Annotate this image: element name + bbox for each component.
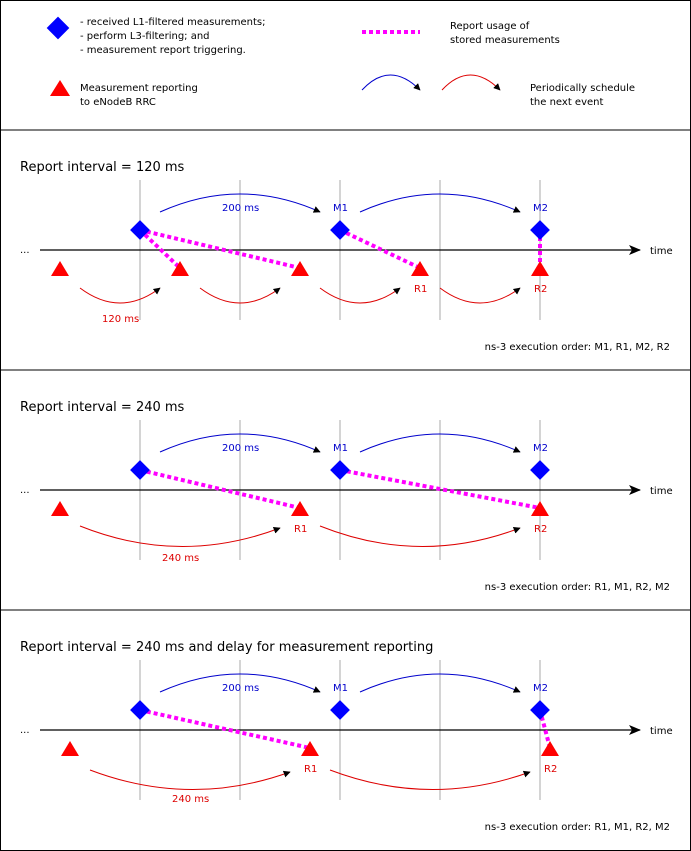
report-triangle [291, 261, 309, 276]
m1-label: M1 [333, 683, 348, 694]
report-triangle-r1 [291, 501, 309, 516]
time-axis-label: time [650, 726, 673, 737]
legend-report-line-1: Measurement reporting [80, 83, 198, 94]
red-interval-label: 120 ms [102, 314, 140, 325]
blue-schedule-arrow-icon [362, 75, 420, 90]
report-triangle [51, 261, 69, 276]
time-axis-label: time [650, 486, 673, 497]
red-schedule-arc [320, 288, 400, 303]
red-interval-label: 240 ms [172, 794, 210, 805]
execution-order: ns-3 execution order: M1, R1, M2, R2 [484, 342, 670, 353]
r1-label: R1 [304, 764, 318, 775]
start-ellipsis: ... [20, 725, 30, 736]
time-axis-label: time [650, 246, 673, 257]
m1-label: M1 [333, 203, 348, 214]
measurement-diamond-m2 [530, 700, 550, 720]
red-interval-label: 240 ms [162, 553, 200, 564]
blue-diamond-icon [47, 17, 70, 40]
report-triangle-r2 [541, 741, 559, 756]
red-schedule-arrow-icon [442, 75, 500, 90]
red-schedule-arc [330, 770, 530, 790]
panel-1 [20, 160, 673, 353]
r1-label: R1 [414, 284, 428, 295]
panel-title: Report interval = 120 ms [20, 160, 185, 175]
legend-measurement-line-3: - measurement report triggering. [80, 45, 246, 56]
panel-3 [20, 640, 673, 833]
blue-interval-label: 200 ms [222, 443, 260, 454]
red-schedule-arc [80, 526, 280, 547]
blue-interval-label: 200 ms [222, 203, 260, 214]
measurement-diamond [130, 460, 150, 480]
r1-label: R1 [294, 524, 308, 535]
blue-interval-label: 200 ms [222, 683, 260, 694]
m1-label: M1 [333, 443, 348, 454]
execution-order: ns-3 execution order: R1, M1, R2, M2 [484, 582, 670, 593]
start-ellipsis: ... [20, 485, 30, 496]
outer-frame [1, 1, 691, 851]
measurement-diamond-m2 [530, 220, 550, 240]
report-triangle [171, 261, 189, 276]
panel-title: Report interval = 240 ms and delay for measurement reporting [20, 640, 434, 655]
report-triangle [51, 501, 69, 516]
legend-schedule-line-2: the next event [530, 97, 604, 108]
red-schedule-arc [80, 288, 160, 303]
measurement-diamond-m1 [330, 460, 350, 480]
m2-label: M2 [533, 683, 548, 694]
m2-label: M2 [533, 203, 548, 214]
execution-order: ns-3 execution order: R1, M1, R2, M2 [484, 822, 670, 833]
legend-measurement-line-1: - received L1-filtered measurements; [80, 17, 266, 28]
legend-measurement-line-2: - perform L3-filtering; and [80, 31, 210, 42]
measurement-diamond [130, 700, 150, 720]
red-schedule-arc [90, 770, 290, 790]
r2-label: R2 [534, 524, 548, 535]
r2-label: R2 [544, 764, 558, 775]
legend [47, 17, 635, 108]
legend-schedule-line-1: Periodically schedule [530, 83, 636, 94]
legend-usage-line-2: stored measurements [450, 35, 560, 46]
red-schedule-arc [320, 526, 520, 547]
measurement-diamond-m1 [330, 220, 350, 240]
report-triangle [61, 741, 79, 756]
m2-label: M2 [533, 443, 548, 454]
report-triangle-r2 [531, 261, 549, 276]
measurement-diamond-m2 [530, 460, 550, 480]
red-triangle-icon [50, 80, 70, 96]
usage-lines [140, 710, 550, 748]
red-schedule-arc [440, 288, 520, 303]
legend-report-line-2: to eNodeB RRC [80, 97, 156, 108]
start-ellipsis: ... [20, 245, 30, 256]
panel-title: Report interval = 240 ms [20, 400, 185, 415]
measurement-diamond-m1 [330, 700, 350, 720]
panel-2 [20, 400, 673, 593]
r2-label: R2 [534, 284, 548, 295]
legend-usage-line-1: Report usage of [450, 21, 530, 32]
